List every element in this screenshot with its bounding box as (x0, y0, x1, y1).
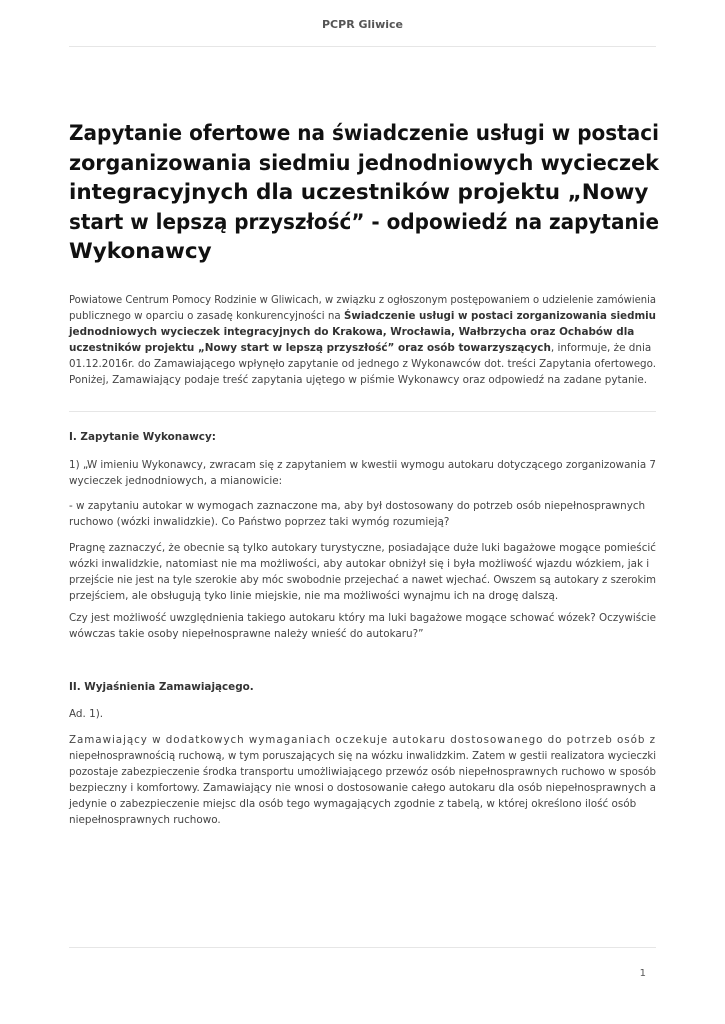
text-line: pozostaje zabezpieczenie środka transportu umożliwiającego przewóz osób niepełnosprawnych ruchowo w sposób (69, 766, 656, 778)
text-line: 01.12.2016r. do Zamawiającego wpłynęło zapytanie od jednego z Wykonawców dot. treści Zapytania ofertowego. (69, 358, 656, 370)
text-line: Zamawiający w dodatkowych wymaganiach oczekuje autokaru dostosowanego do potrzeb osób z (69, 734, 656, 746)
page-header: PCPR Gliwice (322, 18, 403, 31)
text-run: , informuje, że dnia (550, 342, 652, 354)
text-line: Powiatowe Centrum Pomocy Rodzinie w Gliwicach, w związku z ogłoszonym postępowaniem o udzielenie zamówienia (69, 294, 656, 306)
text-line: Poniżej, Zamawiający podaje treść zapytania ujętego w piśmie Wykonawcy oraz odpowiedź na zadane pytanie. (69, 374, 648, 386)
bold-run: uczestników projektu „Nowy start w lepszą przyszłość” oraz osób towarzyszących (69, 342, 551, 354)
text-line: wówczas takie osoby niepełnosprawne należy wnieść do autokaru?” (69, 628, 424, 640)
text-line (69, 308, 656, 324)
text-line: Ad. 1). (69, 708, 104, 720)
text-line: wycieczek jednodniowych, a mianowicie: (69, 475, 283, 487)
text-line: przejście nie jest na tyle szerokie aby móc swobodnie przejechać a nawet wjechać. Owszem są autokary z szerokim (69, 574, 657, 586)
text-line: bezpieczny i komfortowy. Zamawiający nie wnosi o dostosowanie całego autokaru dla osób niepełnosprawnych a (69, 782, 656, 794)
document-title (69, 119, 669, 267)
explanation-paragraph (69, 732, 656, 828)
text-run: publicznego w oparciu o zasadę konkurencyjności na (69, 310, 344, 322)
text-line (69, 340, 656, 356)
text-line: wózki inwalidzkie, natomiast nie ma możliwości, aby autokar obniżył się i była możliwość wjazdu wózkiem, jak i (69, 558, 650, 570)
explanation-ad-label (69, 706, 656, 722)
inquiry-paragraph (69, 610, 656, 642)
text-line: jedynie o zabezpieczenie miejsc dla osób tego wymagających zgodnie z tabelą, w której określono ilość osób (69, 798, 637, 810)
bold-run: Świadczenie usługi w postaci zorganizowania siedmiu (343, 310, 656, 322)
header-divider (69, 46, 656, 47)
title-line: Zapytanie ofertowe na świadczenie usługi w postaci (69, 121, 659, 146)
title-line: Wykonawcy (69, 239, 212, 264)
title-line: start w lepszą przyszłość” - odpowiedź na zapytanie (69, 209, 660, 235)
footer-divider (69, 947, 656, 948)
section-divider (69, 411, 656, 412)
intro-paragraph (69, 292, 656, 388)
title-line: zorganizowania siedmiu jednodniowych wycieczek (69, 150, 659, 176)
inquiry-paragraph (69, 498, 656, 530)
text-line: przejściem, ale obsługują tyko linie miejskie, nie ma możliwości wynajmu ich na drogę dalszą. (69, 590, 559, 602)
section-heading-inquiry: I. Zapytanie Wykonawcy: (69, 431, 216, 443)
section-heading-explanation: II. Wyjaśnienia Zamawiającego. (69, 681, 254, 693)
text-line: Pragnę zaznaczyć, że obecnie są tylko autokary turystyczne, posiadające duże luki bagażowe mogące pomieścić (69, 542, 656, 554)
text-line: ruchowo (wózki inwalidzkie). Co Państwo poprzez taki wymóg rozumieją? (69, 516, 450, 528)
text-line: niepełnosprawnych ruchowo. (69, 814, 221, 826)
page-number: 1 (639, 968, 646, 979)
title-line: integracyjnych dla uczestników projektu „Nowy (69, 180, 649, 205)
text-line: niepełnosprawnością ruchową, w tym poruszających się na wózku inwalidzkim. Zatem w gestii realizatora wycieczki (69, 750, 657, 762)
text-line: Czy jest możliwość uwzględnienia takiego autokaru który ma luki bagażowe mogące schować wózek? Oczywiście (69, 612, 657, 624)
text-line: 1) „W imieniu Wykonawcy, zwracam się z zapytaniem w kwestii wymogu autokaru dotyczącego zorganizowania 7 (69, 459, 656, 471)
text-line: jednodniowych wycieczek integracyjnych do Krakowa, Wrocławia, Wałbrzycha oraz Ochabów dla (69, 326, 635, 338)
inquiry-paragraph (69, 540, 656, 604)
inquiry-paragraph (69, 457, 656, 489)
text-line: - w zapytaniu autokar w wymogach zaznaczone ma, aby był dostosowany do potrzeb osób niepełnosprawnych (69, 500, 646, 512)
